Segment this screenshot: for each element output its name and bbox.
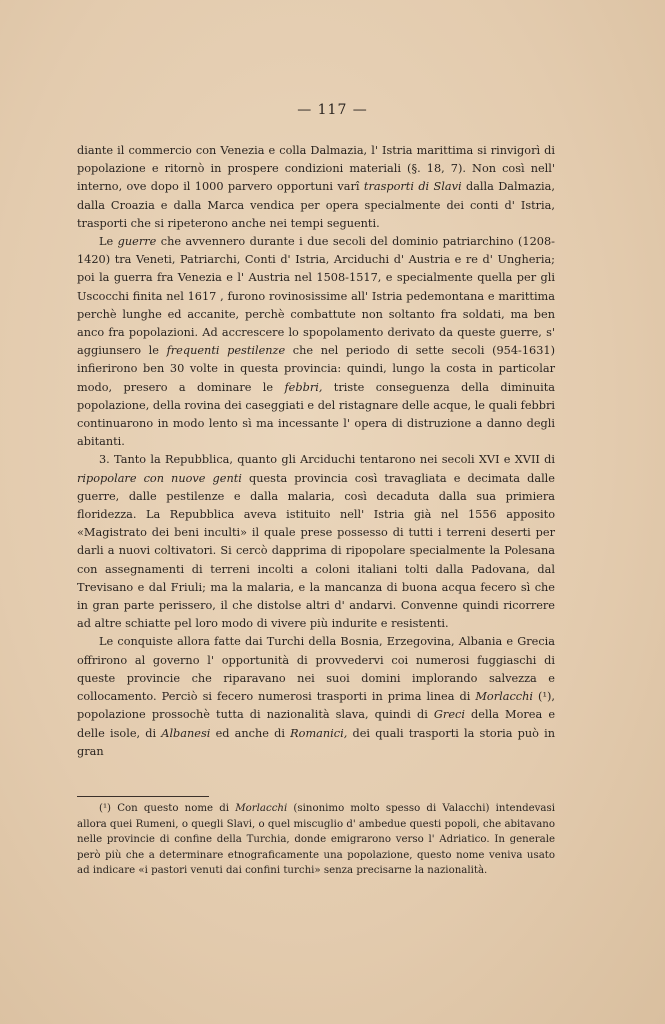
text-segment: della Morea e delle isole, di	[77, 708, 555, 740]
italic-term: febbri,	[284, 380, 323, 394]
text-segment: che avvennero durante i due secoli del dominio patriarchino (1208-1420) tra Veneti, Patriarchi, Conti d' Istria, Arciduchi d' Austria e re d' Ungheria; poi la guerra fra Venezia e l' Austria nel 1508-1517, e specialmente quella per gli Uscocchi finita nel 1617 , furono rovinosissime all' Istria pedemontana e marittima perchè lunghe ed accanite, perchè combattute non soltanto fra soldati, ma ben anco fra popolazioni. Ad accrescere lo spopolamento derivato da queste guerre, s' aggiunsero le	[77, 235, 556, 358]
italic-term: Romanici,	[290, 726, 348, 740]
italic-term: ripopolare con nuove genti	[77, 471, 242, 485]
paragraph-4	[77, 633, 555, 760]
italic-term: frequenti pestilenze	[166, 344, 286, 358]
text-segment: (sinonimo molto spesso di Valacchi) intendevasi allora quei Rumeni, o quegli Slavi, o quel miscuglio d' ambedue questi popoli, che abitavano nelle provincie di confine della Turchia, donde emigrarono verso l' Adriatico. In generale però più che a determinare etnograficamente una popolazione, questo nome veniva usato ad indicare «i pastori venuti dai confini turchi» senza precisarne la nazionalità.	[77, 803, 555, 877]
text-segment: questa provincia così travagliata e decimata dalle guerre, dalle pestilenze e dalla malaria, così decaduta dalla sua primiera floridezza. La Repubblica aveva istituito nell' Istria già nel 1556 apposito «Magistrato dei beni inculti» il quale prese possesso di tutti i terreni deserti per darli a nuovi coltivatori. Si cercò dapprima di ripopolare specialmente la Polesana con assegnamenti di terreni incolti a coloni italiani tolti dalla Padovana, dal Trevisano e dal Friuli; ma la malaria, e la mancanza di buona acqua fecero sì che in gran parte perissero, il che distolse altri d' andarvi. Convenne quindi ricorrere ad altre schiatte pel loro modo di vivere più indurite e resistenti.	[77, 471, 555, 631]
text-segment: che nel periodo di sette secoli (954-1631) infierirono ben 30 volte in questa provincia: quindi, lungo la costa in particolar modo, presero a dominare le	[77, 344, 556, 394]
text-segment: triste conseguenza della diminuita popolazione, della rovina dei caseggiati e del ristagnare delle acque, le quali febbri continuarono in modo lento sì ma incessante l' opera di distruzione a danno degli abitanti.	[77, 380, 556, 449]
italic-term: trasporti di Slavi	[363, 180, 462, 194]
paragraph-1	[77, 142, 555, 233]
text-segment: dei quali trasporti la storia può in gran	[77, 726, 555, 758]
paragraph-3	[77, 451, 555, 633]
italic-term: Morlacchi	[235, 803, 288, 814]
page-number: — 117 —	[297, 102, 368, 118]
footnote-1	[77, 801, 555, 879]
italic-term: Albanesi	[161, 726, 211, 740]
footnotes	[77, 801, 555, 879]
body-text	[77, 142, 555, 761]
text-segment: Le	[99, 235, 118, 249]
italic-term: Greci	[433, 708, 465, 722]
italic-term: guerre	[117, 235, 157, 249]
paragraph-2	[77, 233, 555, 451]
text-segment: 3. Tanto la Repubblica, quanto gli Arciduchi tentarono nei secoli XVI e XVII di	[99, 453, 555, 467]
text-segment: (¹), popolazione prossochè tutta di nazionalità slava, quindi di	[77, 690, 555, 722]
text-segment: ed anche di	[210, 726, 291, 740]
footnote-separator	[77, 796, 209, 797]
text-segment: diante il commercio con Venezia e colla Dalmazia, l' Istria marittima si rinvigorì di popolazione e ritornò in prospere condizioni materiali (§. 18, 7). Non così nell' interno, ove dopo il 1000 parvero opportuni varî	[77, 144, 555, 194]
text-segment: Le conquiste allora fatte dai Turchi della Bosnia, Erzegovina, Albania e Grecia offrirono al governo l' opportunità di provvedervi coi numerosi fuggiaschi di queste provincie che riparavano nei suoi domini implorando salvezza e collocamento. Perciò si fecero numerosi trasporti in prima linea di	[77, 635, 555, 704]
italic-term: Morlacchi	[475, 690, 534, 704]
text-segment: (¹) Con questo nome di	[99, 803, 236, 814]
text-segment: dalla Dalmazia, dalla Croazia e dalla Marca vendica per opera specialmente dei conti d' Istria, trasporti che si ripeterono anche nei tempi seguenti.	[77, 180, 555, 230]
